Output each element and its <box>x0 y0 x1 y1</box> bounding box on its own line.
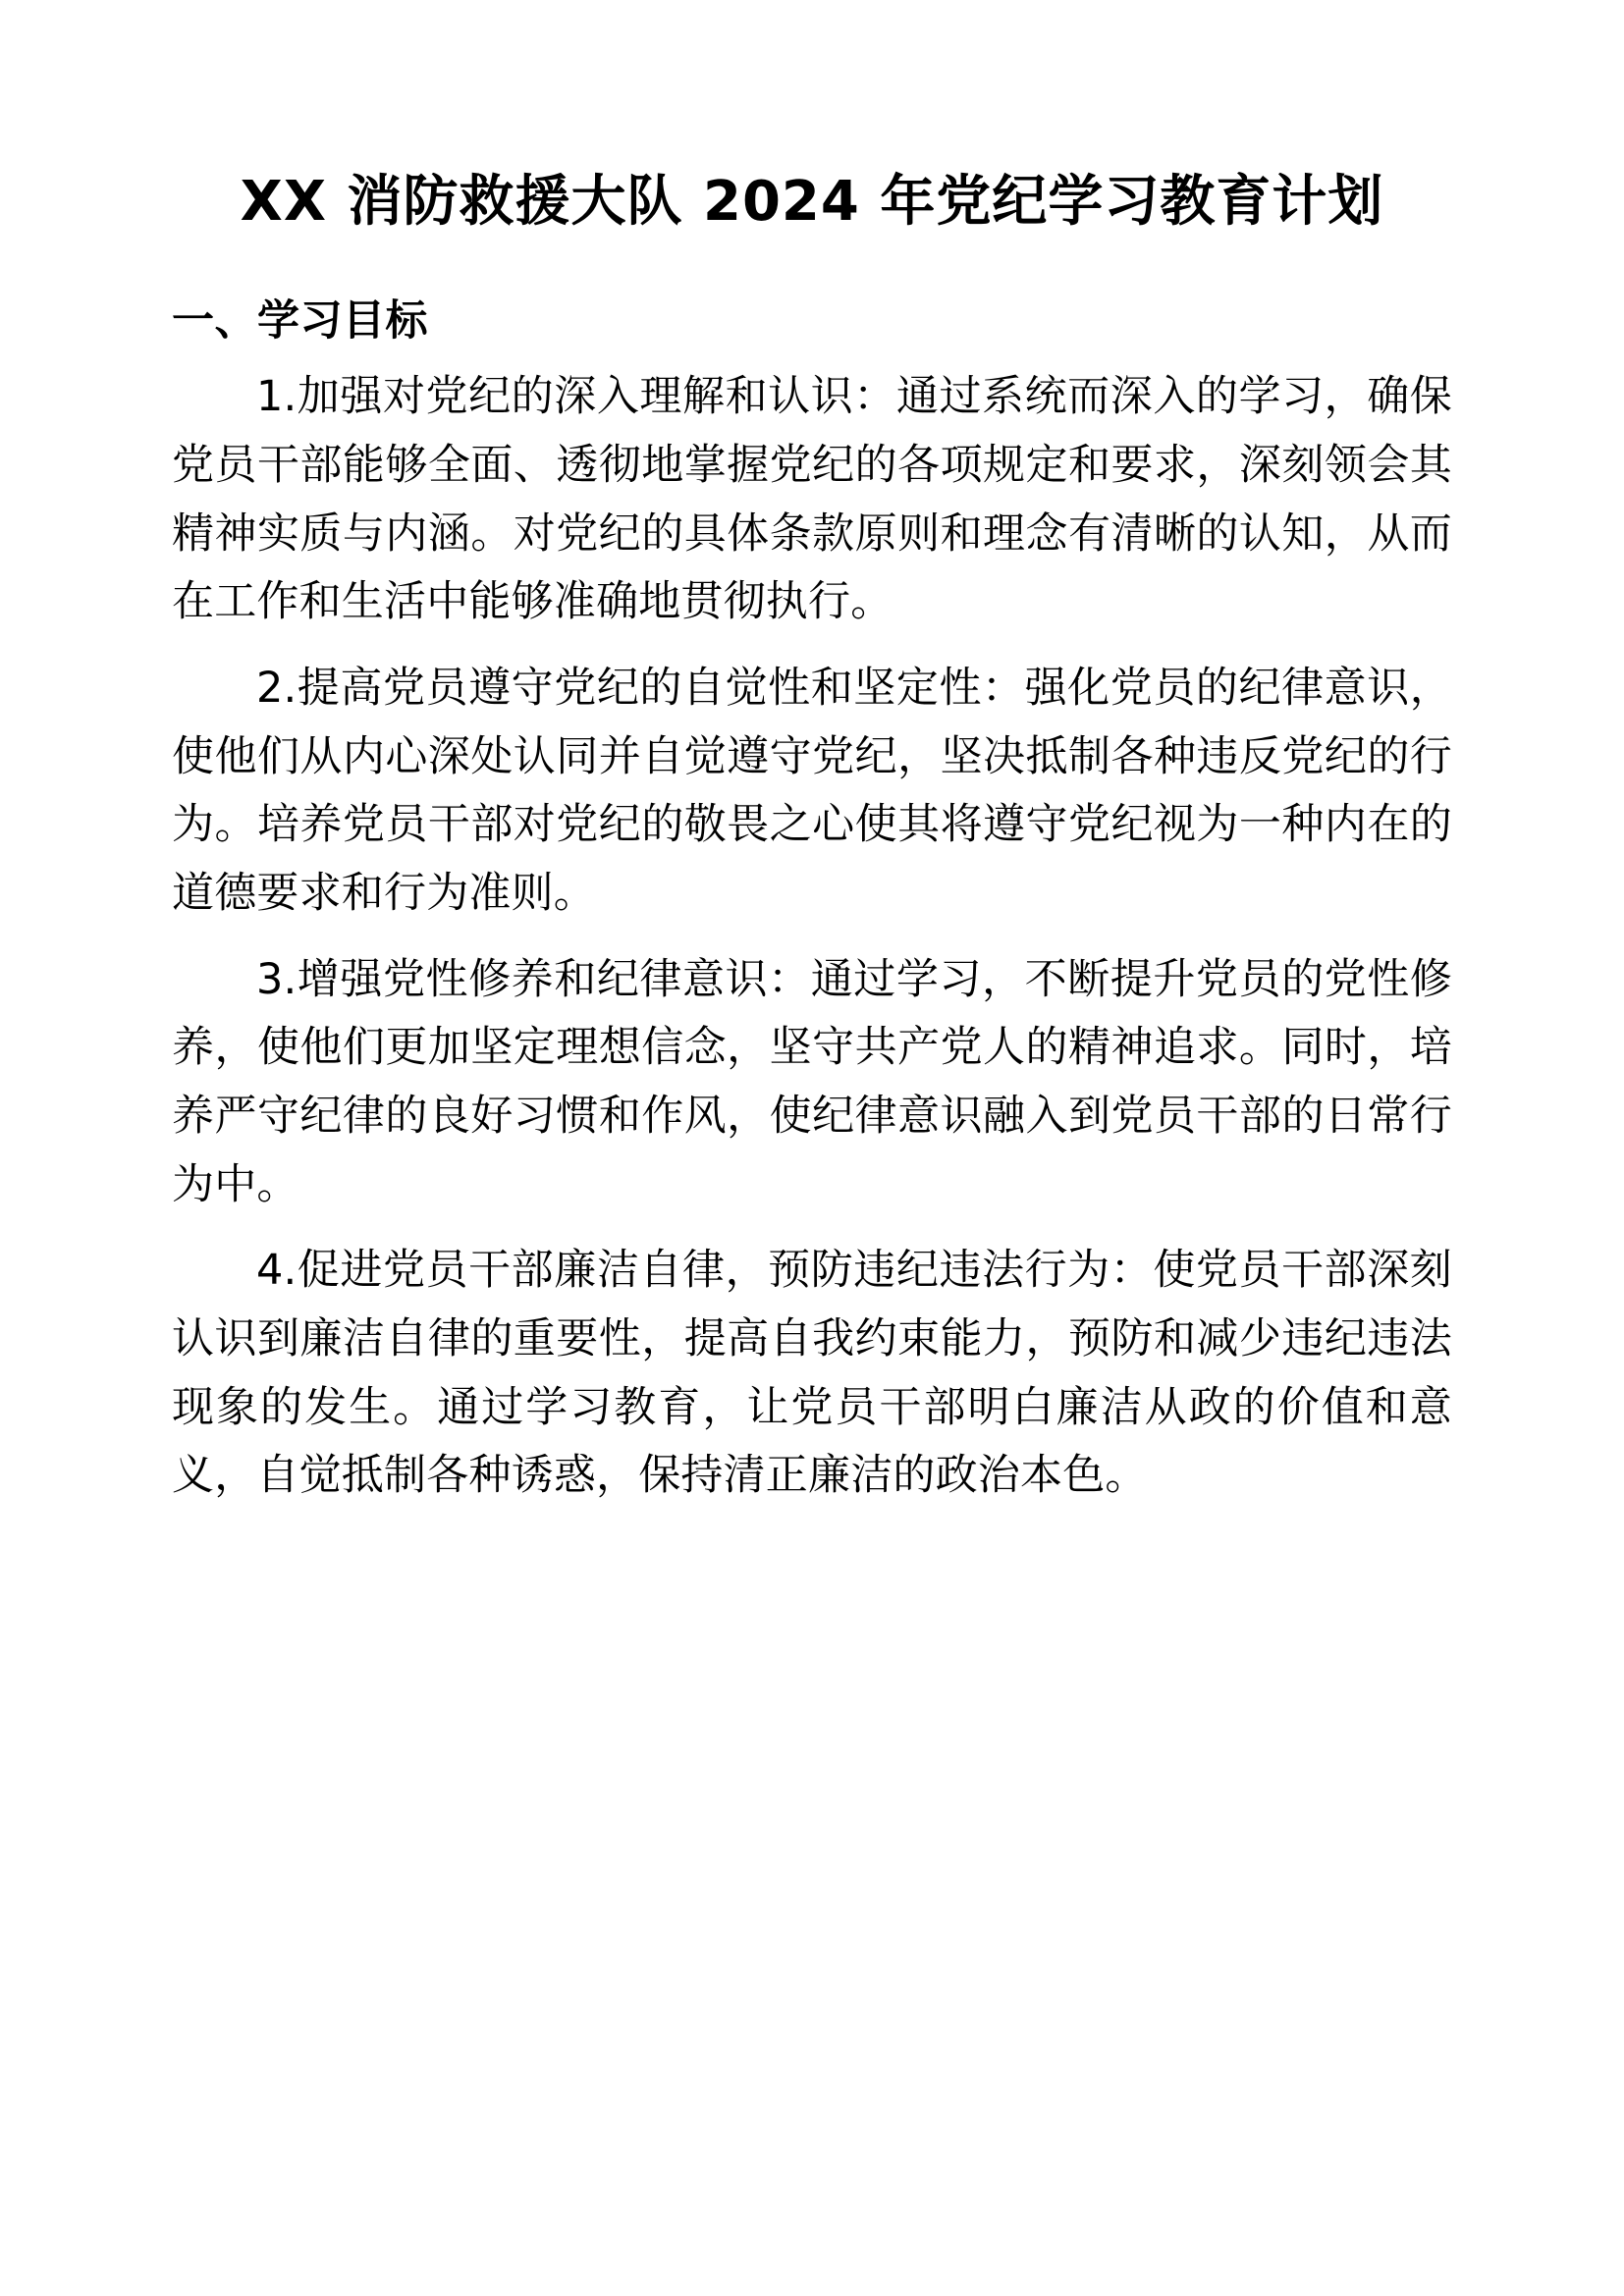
paragraph-goal-2: 2.提高党员遵守党纪的自觉性和坚定性：强化党员的纪律意识，使他们从内心深处认同并自觉遵守党纪，坚决抵制各种违反党纪的行为。培养党员干部对党纪的敬畏之心使其将遵守党纪视为一种内在的道德要求和行为准则。 <box>172 663 1452 918</box>
paragraph-goal-3: 3.增强党性修养和纪律意识：通过学习，不断提升党员的党性修养，使他们更加坚定理想信念，坚守共产党人的精神追求。同时，培养严守纪律的良好习惯和作风，使纪律意识融入到党员干部的日常行为中。 <box>172 954 1452 1209</box>
page-title: XX 消防救援大队 2024 年党纪学习教育计划 <box>240 170 1384 234</box>
paragraph-goal-1: 1.加强对党纪的深入理解和认识：通过系统而深入的学习，确保党员干部能够全面、透彻地掌握党纪的各项规定和要求，深刻领会其精神实质与内涵。对党纪的具体条款原则和理念有清晰的认知，从而在工作和生活中能够准确地贯彻执行。 <box>172 372 1452 627</box>
section-heading-learning-goals: 一、学习目标 <box>172 295 428 346</box>
paragraph-goal-4: 4.促进党员干部廉洁自律，预防违纪违法行为：使党员干部深刻认识到廉洁自律的重要性，提高自我约束能力，预防和减少违纪违法现象的发生。通过学习教育，让党员干部明白廉洁从政的价值和意义，自觉抵制各种诱惑，保持清正廉洁的政治本色。 <box>172 1246 1452 1501</box>
